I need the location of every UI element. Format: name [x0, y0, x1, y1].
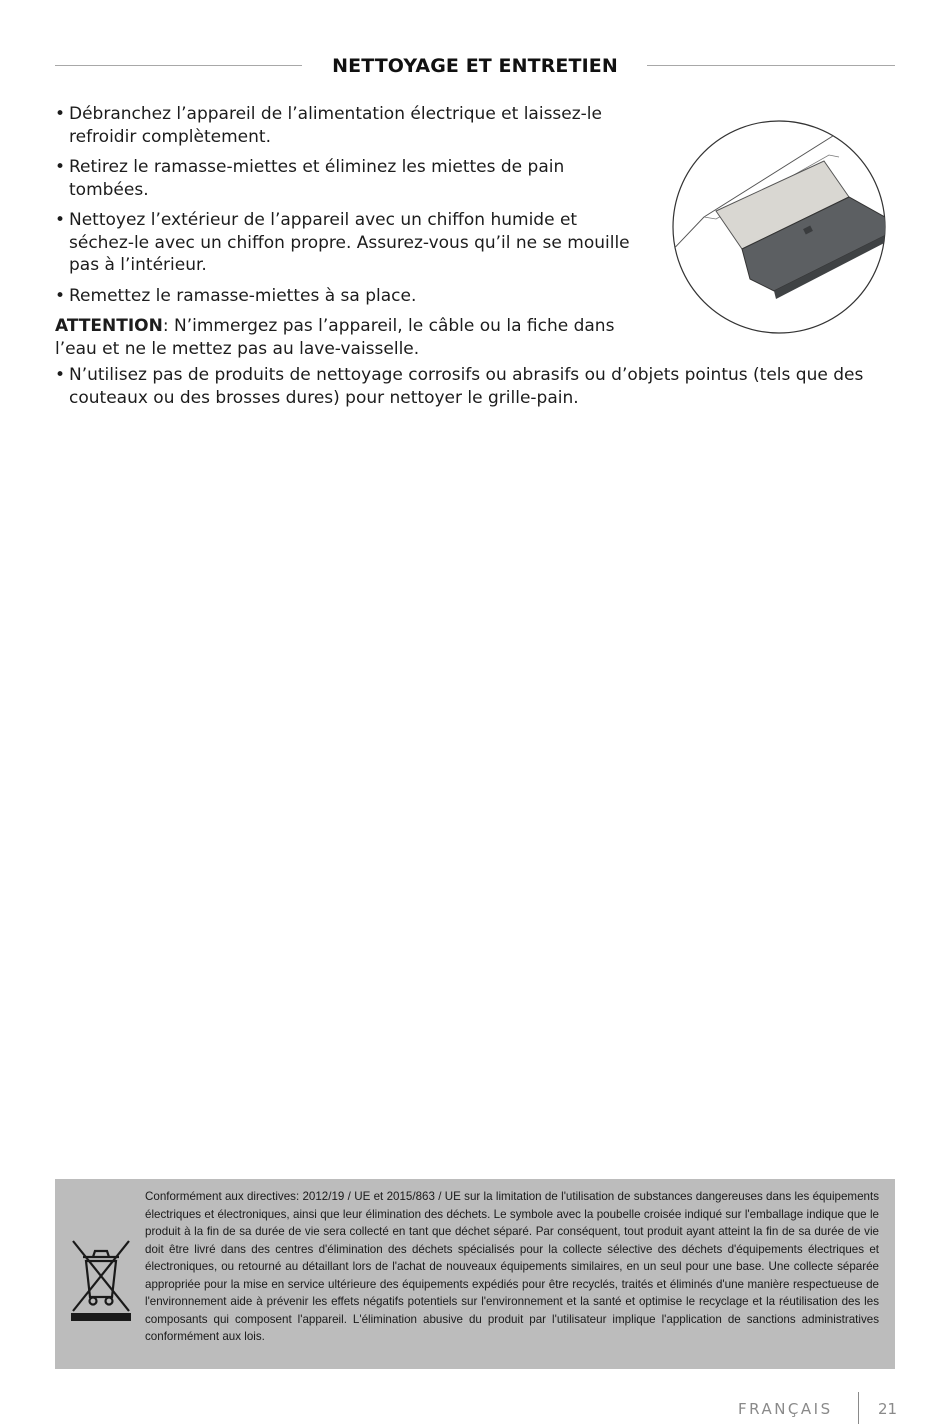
bullet-text: Remettez le ramasse-miettes à sa place. [69, 285, 417, 306]
bullet-symbol: • [55, 104, 66, 124]
bullet-text: Débranchez l’appareil de l’alimentation électrique et laissez-le refroidir complètement. [69, 104, 602, 147]
crumb-tray-illustration [664, 109, 894, 345]
attention-label: ATTENTION [55, 316, 163, 336]
footer-language: FRANÇAIS [738, 1400, 833, 1418]
page-number: 21 [878, 1400, 898, 1418]
bullet-item [55, 103, 645, 148]
bullet-item [55, 156, 645, 201]
footer-divider [858, 1392, 859, 1424]
instructions-column [55, 103, 645, 368]
attention-warning [55, 315, 645, 360]
bullet-symbol: • [55, 210, 66, 230]
section-title: NETTOYAGE ET ENTRETIEN [332, 55, 618, 77]
bullet-text: Nettoyez l’extérieur de l’appareil avec un chiffon humide et séchez-le avec un chiffon propre. Assurez-vous qu’il ne se mouille pas à l’intérieur. [69, 210, 630, 275]
bullet-text: N’utilisez pas de produits de nettoyage corrosifs ou abrasifs ou d’objets pointus (tels que des couteaux ou des brosses dures) pour nettoyer le grille-pain. [69, 365, 864, 408]
bullet-item-wide [55, 364, 914, 409]
header-divider-left [55, 65, 302, 66]
weee-notice [55, 1179, 895, 1369]
bullet-item [55, 285, 645, 308]
bullet-symbol: • [55, 365, 66, 385]
bullet-symbol: • [55, 157, 66, 177]
weee-notice-text: Conformément aux directives: 2012/19 / UE et 2015/863 / UE sur la limitation de l'utilisation de substances dangereuses dans les équipements électriques et électroniques, ainsi que leur élimination des déchets. Le symbole avec la poubelle croisée indiqué sur l'emballage indique que le produit à la fin de sa durée de vie sera collecté en tant que déchet séparé. Par conséquent, tout produit ayant atteint la fin de sa durée de vie doit être livré dans des centres d'élimination des déchets spécialisés pour la collecte sélective des déchets d'équipements électriques et électroniques, ou retourné au détaillant lors de l'achat de nouveaux équipements similaires, en un seul pour une base. Une collecte séparée appropriée pour la mise en service ultérieure des équipements expédiés pour être recyclés, traités et éliminés d'une manière respectueuse de l'environnement aide à prévenir les effets négatifs potentiels sur l'environnement et la santé et optimise le recyclage et la réutilisation des les composants qui composent l'appareil. L'élimination abusive du produit par l'utilisateur implique l'application de sanctions administratives conformément aux lois. [145, 1190, 879, 1343]
bullet-text: Retirez le ramasse-miettes et éliminez les miettes de pain tombées. [69, 157, 565, 200]
header-divider-right [647, 65, 895, 66]
bullet-item [55, 209, 645, 277]
section-header [55, 56, 895, 80]
crossed-bin-icon [69, 1231, 133, 1321]
attention-text: : N’immergez pas l’appareil, le câble ou la fiche dans l’eau et ne le mettez pas au lave-vaisselle. [55, 316, 615, 359]
bullet-symbol: • [55, 285, 66, 306]
